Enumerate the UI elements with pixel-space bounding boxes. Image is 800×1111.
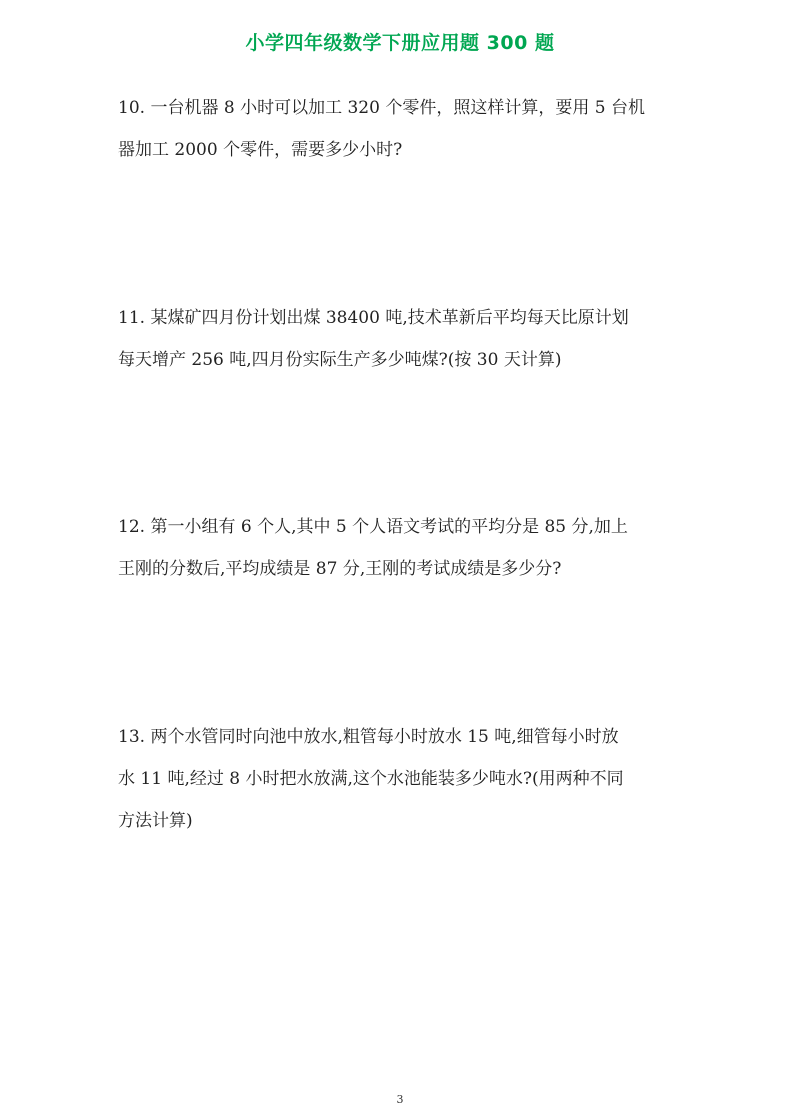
- problem-line: 器加工 2000 个零件，需要多少小时?: [118, 140, 403, 160]
- problem-12: [118, 506, 688, 590]
- problem-line: 10. 一台机器 8 小时可以加工 320 个零件，照这样计算，要用 5 台机: [118, 98, 645, 118]
- problem-13: [118, 716, 688, 842]
- problem-line: 水 11 吨,经过 8 小时把水放满,这个水池能装多少吨水?(用两种不同: [118, 769, 624, 789]
- problem-line: 王刚的分数后,平均成绩是 87 分,王刚的考试成绩是多少分?: [118, 559, 562, 579]
- problem-line: 11. 某煤矿四月份计划出煤 38400 吨,技术革新后平均每天比原计划: [118, 308, 629, 328]
- problem-line: 方法计算): [118, 811, 193, 831]
- problem-line: 12. 第一小组有 6 个人,其中 5 个人语文考试的平均分是 85 分,加上: [118, 517, 628, 537]
- page-number: 3: [396, 1093, 404, 1106]
- document-title: 小学四年级数学下册应用题 300 题: [245, 32, 555, 54]
- problem-10: [118, 87, 688, 171]
- problem-line: 13. 两个水管同时向池中放水,粗管每小时放水 15 吨,细管每小时放: [118, 727, 619, 747]
- problem-line: 每天增产 256 吨,四月份实际生产多少吨煤?(按 30 天计算): [118, 350, 562, 370]
- problem-11: [118, 297, 688, 381]
